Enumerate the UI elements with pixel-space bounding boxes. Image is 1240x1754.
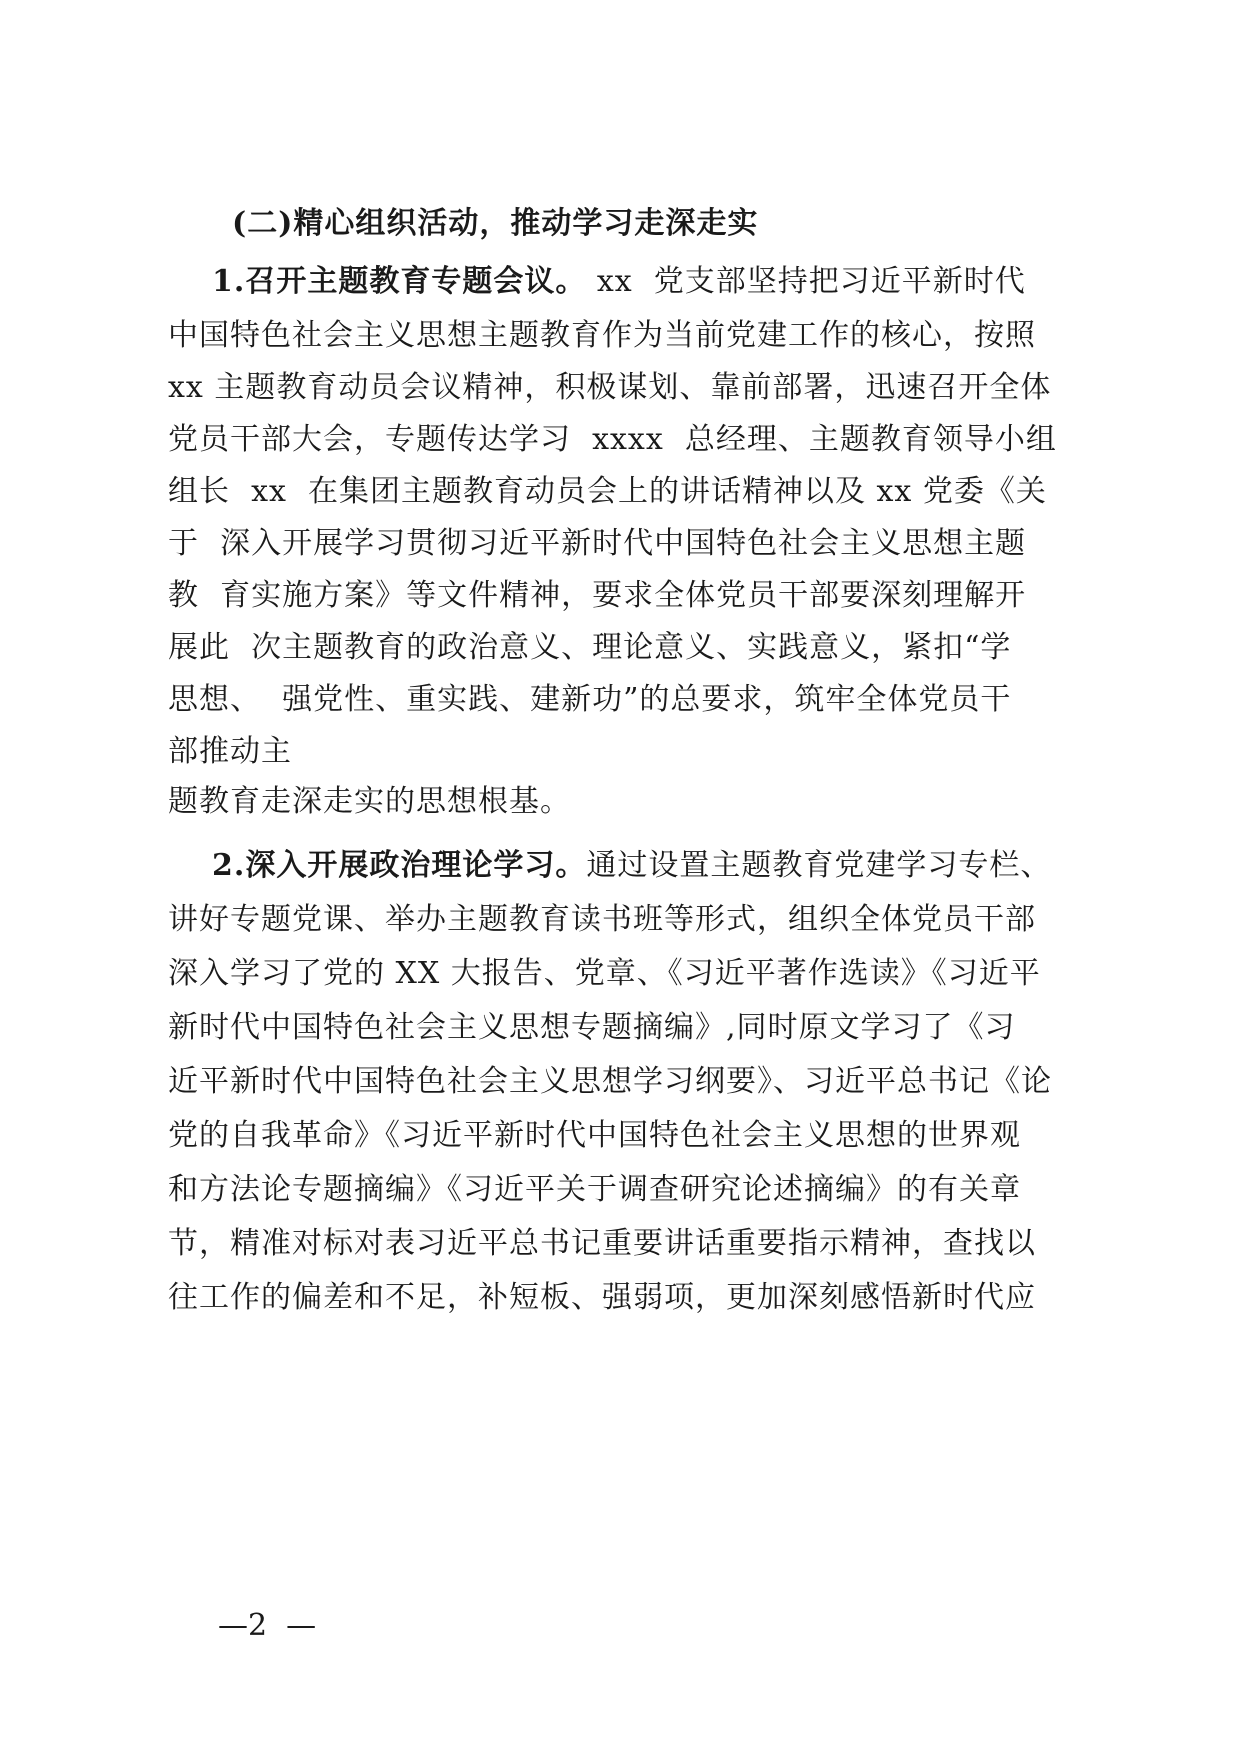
paragraph-2-first-line — [212, 846, 1051, 886]
paragraph-1-line: 思想、 强党性、重实践、建新功”的总要求，筑牢全体党员干 — [168, 682, 1012, 717]
paragraph-2-line: 新时代中国特色社会主义思想专题摘编》,同时原文学习了《习 — [168, 1010, 1016, 1045]
paragraph-1-line: xx 党支部坚持把习近平新时代 — [586, 264, 1026, 299]
paragraph-1-line: 教 育实施方案》等文件精神，要求全体党员干部要深刻理解开 — [168, 578, 1027, 613]
paragraph-1-line: 组长 xx 在集团主题教育动员会上的讲话精神以及 xx 党委《关 — [168, 474, 1047, 509]
paragraph-2-line: 深入学习了党的 XX 大报告、党章、《习近平著作选读》《习近平 — [168, 956, 1041, 991]
paragraph-2-line: 往工作的偏差和不足，补短板、强弱项，更加深刻感悟新时代应 — [168, 1280, 1036, 1315]
paragraph-2-line: 节，精准对标对表习近平总书记重要讲话重要指示精神，查找以 — [168, 1226, 1036, 1261]
paragraph-1-first-line — [212, 262, 1026, 302]
paragraph-1-line: 党员干部大会，专题传达学习 xxxx 总经理、主题教育领导小组 — [168, 422, 1057, 457]
paragraph-2-line: 党的自我革命》《习近平新时代中国特色社会主义思想的世界观 — [168, 1118, 1021, 1153]
paragraph-2-line: 通过设置主题教育党建学习专栏、 — [586, 848, 1052, 883]
paragraph-1-line: 题教育走深走实的思想根基。 — [168, 784, 571, 819]
paragraph-2-lead: 2.深入开展政治理论学习。 — [212, 848, 587, 883]
paragraph-1-line: xx 主题教育动员会议精神，积极谋划、靠前部署，迅速召开全体 — [168, 370, 1052, 405]
paragraph-1-line: 于 深入开展学习贯彻习近平新时代中国特色社会主义思想主题 — [168, 526, 1027, 561]
paragraph-1-line: 部推动主 — [168, 734, 292, 769]
paragraph-1-line: 中国特色社会主义思想主题教育作为当前党建工作的核心，按照 — [168, 318, 1036, 353]
paragraph-2-line: 讲好专题党课、举办主题教育读书班等形式，组织全体党员干部 — [168, 902, 1036, 937]
paragraph-2-line: 近平新时代中国特色社会主义思想学习纲要》、习近平总书记《论 — [168, 1064, 1052, 1099]
paragraph-2-line: 和方法论专题摘编》《习近平关于调查研究论述摘编》的有关章 — [168, 1172, 1021, 1207]
section-heading: (二)精心组织活动，推动学习走深走实 — [232, 206, 759, 241]
paragraph-1-lead: 1.召开主题教育专题会议。 — [212, 264, 587, 299]
page-number: —2 — — [218, 1608, 317, 1643]
paragraph-1-line: 展此 次主题教育的政治意义、理论意义、实践意义，紧扣“学 — [168, 630, 1012, 665]
